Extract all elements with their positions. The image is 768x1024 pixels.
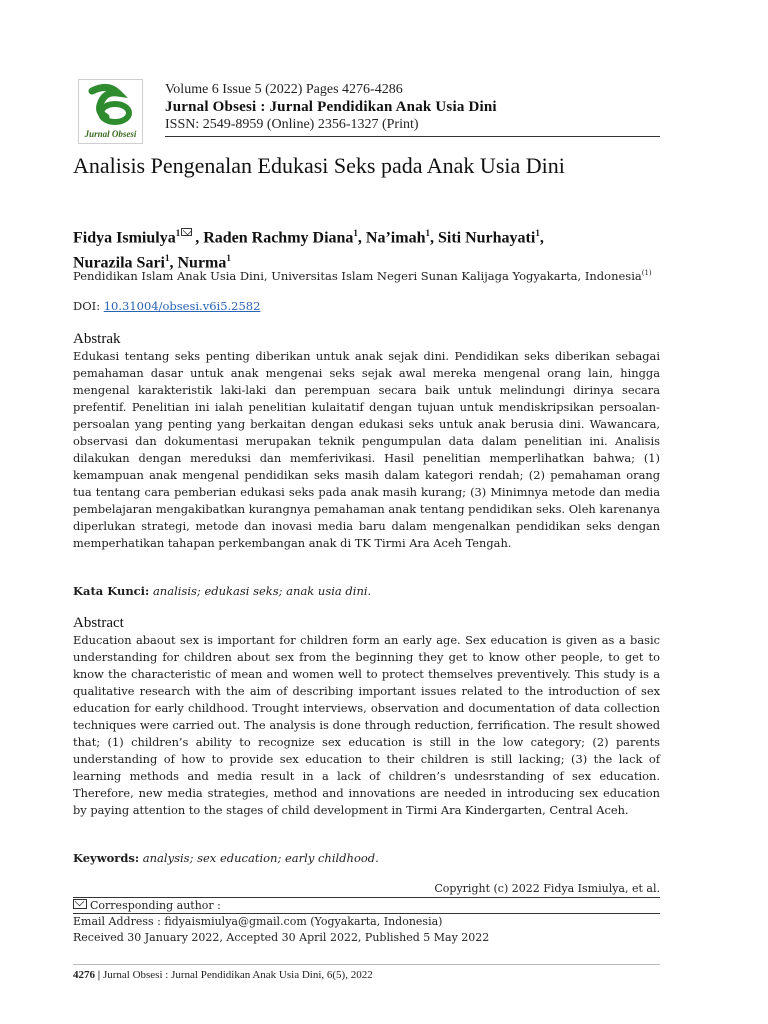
publication-dates: Received 30 January 2022, Accepted 30 April 2022, Published 5 May 2022 — [73, 931, 490, 944]
journal-header — [165, 81, 660, 133]
envelope-icon — [73, 899, 87, 909]
kata-kunci-label: Kata Kunci: — [73, 584, 150, 598]
author-name: , Nurma — [169, 254, 227, 272]
page-footer — [73, 968, 660, 982]
journal-name: Jurnal Obsesi : Jurnal Pendidikan Anak Usia Dini — [165, 99, 497, 115]
abstrak-body: Edukasi tentang seks penting diberikan untuk anak sejak dini. Pendidikan seks diberikan sebagai pemahaman dasar untuk anak mengenai seks sejak awal mereka mengenal orang lain, hingga mengenal karakteristik laki-laki dan perempuan secara baik untuk melindungi dirinya secara prefentif. Penelitian ini ialah penelitian kulaitatif dengan tujuan untuk mendiskripsikan persoalan-persoalan yang penting yang berkaitan dengan edukasi seks untuk anak berusia dini. Wawancara, observasi dan dokumentasi merupakan teknik pengumpulan data dalam penelitian ini. Analisis dilakukan dengan mereduksi dan memferivikasi. Hasil penelitian memperlihatkan bahwa; (1) kemampuan anak mengenal pendidikan seks masih dalam kategori rendah; (2) pemahaman orang tua tentang cara pemberian edukasi seks pada anak masih kurang; (3) Minimnya metode dan media pembelajaran mengakibatkan kurangnya pemahaman anak tentang pendidikan seks. Oleh karenanya diperlukan strategi, metode dan inovasi media baru dalam mengenalkan pendidikan seks dengan memperhatikan tahapan perkembangan anak di TK Tirmi Ara Aceh Tengah. — [73, 349, 660, 550]
logo-icon — [78, 79, 143, 144]
author-sup: 1 — [535, 228, 540, 238]
author-separator: , — [539, 229, 544, 247]
footer-divider — [73, 964, 660, 965]
author-sup: 1 — [425, 228, 430, 238]
keywords — [73, 850, 660, 866]
copyright: Copyright (c) 2022 Fidya Ismiulya, et al. — [434, 882, 660, 895]
journal-logo — [78, 79, 143, 144]
affiliation-sup: (1) — [641, 269, 652, 277]
author-sup: 1 — [165, 253, 170, 264]
keywords-label: Keywords: — [73, 851, 140, 865]
author-sup: 1 — [353, 228, 358, 238]
abstrak-heading: Abstrak — [73, 331, 121, 347]
abstract-heading: Abstract — [73, 615, 124, 631]
author-name: , Raden Rachmy Diana — [195, 229, 354, 247]
affiliation — [73, 265, 660, 284]
page-number: 4276 — [73, 969, 95, 981]
envelope-icon — [181, 228, 192, 236]
author-sup: 1 — [226, 253, 231, 264]
corresponding-author — [73, 898, 660, 914]
volume-info: Volume 6 Issue 5 (2022) Pages 4276-4286 — [165, 82, 403, 97]
keywords-value: analysis; sex education; early childhood. — [142, 851, 379, 865]
issn: ISSN: 2549-8959 (Online) 2356-1327 (Print) — [165, 117, 419, 132]
author-sup: 1 — [175, 228, 181, 238]
doi — [73, 298, 260, 314]
author-name: , Siti Nurhayati — [429, 229, 536, 247]
corresponding-label: Corresponding author : — [90, 899, 221, 912]
paper-title: Analisis Pengenalan Edukasi Seks pada Anak Usia Dini — [73, 153, 565, 178]
affiliation-text: Pendidikan Islam Anak Usia Dini, Universitas Islam Negeri Sunan Kalijaga Yogyakarta, Indonesia — [73, 268, 642, 283]
author-name: , Na’imah — [357, 229, 426, 247]
author-name: Nurazila Sari — [73, 254, 165, 272]
footer-separator: | — [95, 969, 103, 981]
footer-citation: Jurnal Obsesi : Jurnal Pendidikan Anak Usia Dini, 6(5), 2022 — [102, 969, 373, 981]
author-name: Fidya Ismiulya — [73, 229, 176, 247]
kata-kunci-value: analisis; edukasi seks; anak usia dini. — [152, 584, 372, 598]
abstract-body: Education abaout sex is important for children form an early age. Sex education is given as a basic understanding for children about sex from the beginning they get to know other people, to get to know the characteristic of mean and women well to protect themselves preventively. This study is a qualitative research with the aim of describing important issues related to the introduction of sex education for early childhood. Trought interviews, observation and documentation of data collection techniques were carried out. The analysis is done through reduction, ferrification. The result showed that; (1) children’s ability to recognize sex education is still in the low category; (2) parents understanding of how to provide sex education to their children is still lacking; (3) the lack of learning methods and media result in a lack of children’s undesrstanding of sex education. Therefore, new media strategies, method and innovations are needed in introducing sex education by paying attention to the stages of child development in Tirmi Ara Kindergarten, Central Aceh. — [73, 633, 660, 817]
logo-text: Jurnal Obsesi — [84, 129, 137, 139]
kata-kunci — [73, 583, 660, 599]
header-divider — [165, 136, 660, 137]
email-address: Email Address : fidyaismiulya@gmail.com (Yogyakarta, Indonesia) — [73, 915, 443, 928]
doi-link[interactable]: 10.31004/obsesi.v6i5.2582 — [103, 299, 261, 313]
doi-label: DOI: — [73, 299, 104, 313]
